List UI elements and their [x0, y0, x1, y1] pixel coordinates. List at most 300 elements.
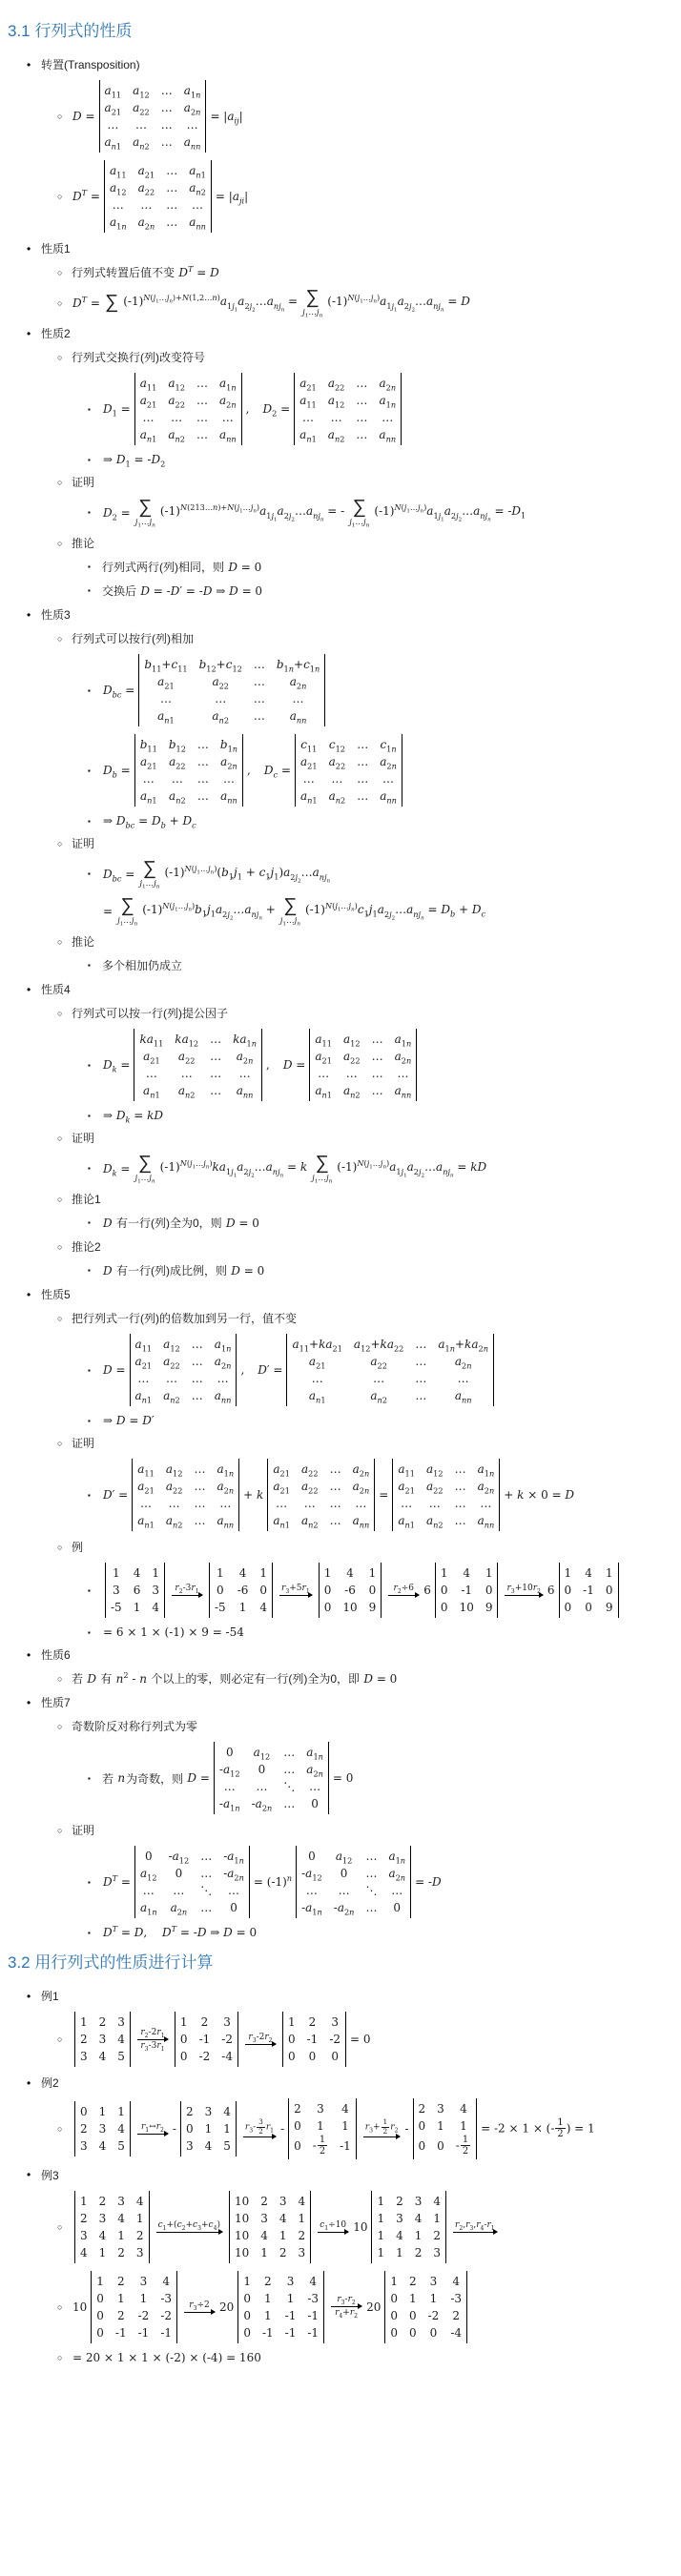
bullet-icon: ▪: [88, 1490, 91, 1500]
matrix-cell: 4: [98, 2050, 107, 2063]
matrix-cell: $-a_{2n}$: [223, 1867, 244, 1883]
matrix-cell: 1: [286, 2291, 295, 2305]
matrix-cell: …: [371, 1067, 383, 1080]
bullet-icon: ○: [57, 1241, 63, 1252]
math-inline: $D_k$ =: [103, 1058, 131, 1074]
matrix-cell: …: [145, 1067, 157, 1080]
determinant: [74, 2191, 150, 2263]
list-item-content: [72, 1310, 671, 1326]
matrix-cell: 0: [258, 1763, 266, 1776]
matrix-cell: 1: [298, 2211, 306, 2225]
matrix-cell: $a_{2n}$: [218, 394, 237, 410]
matrix-cell: 4: [223, 2104, 231, 2118]
matrix-cell: 3: [298, 2245, 306, 2259]
matrix-cell: $a_{1n}$: [379, 394, 397, 410]
bullet-icon: ▪: [88, 961, 91, 970]
matrix-cell: 1: [139, 2291, 148, 2305]
determinant-grid: [294, 373, 402, 445]
matrix-cell: $a_{nn}$: [454, 1389, 472, 1405]
matrix-cell: …: [371, 1050, 383, 1063]
determinant: [288, 2098, 357, 2159]
list-item-content: [72, 2012, 671, 2067]
math-inline: = 0: [350, 2033, 371, 2046]
matrix-cell: $-a_{12}$: [168, 1850, 190, 1866]
list-item: [8, 1563, 671, 1618]
matrix-cell: $a_{2n}$: [380, 755, 397, 771]
matrix-cell: $a_{12}$: [343, 1032, 361, 1049]
matrix-cell: 1: [564, 1566, 572, 1580]
list-item-content: [72, 1191, 671, 1207]
bullet-icon: ○: [57, 192, 63, 201]
matrix-cell: -1: [137, 2325, 150, 2340]
math-inline: = -D: [415, 1875, 442, 1889]
sigma-glyph: ∑: [305, 287, 320, 308]
matrix-cell: …: [330, 411, 342, 424]
arrow-line: [318, 2232, 348, 2233]
matrix-cell: $a_{nn}$: [477, 1514, 495, 1530]
list-item: [8, 1334, 671, 1406]
matrix-cell: 1: [279, 2228, 287, 2242]
list-item: [8, 814, 671, 828]
matrix-cell: …: [165, 1372, 177, 1385]
matrix-cell: $a_{n1}$: [139, 428, 157, 444]
list-item: [8, 606, 671, 623]
bullet-icon: ▪: [88, 508, 91, 517]
text-run: 例2: [41, 2076, 59, 2090]
bullet-icon: ▪: [88, 869, 91, 878]
list-item-content: [41, 1646, 671, 1663]
math-inline: =: [379, 1488, 389, 1502]
matrix-cell: 0: [294, 2119, 301, 2133]
matrix-cell: 4: [341, 2102, 349, 2116]
determinant: [209, 1563, 273, 1618]
matrix-cell: 0: [323, 1601, 332, 1614]
matrix-cell: $a_{n1}$: [308, 1389, 326, 1405]
matrix-cell: -1: [340, 2138, 351, 2153]
summation-symbol: [134, 1154, 155, 1183]
text-run: 证明: [72, 476, 95, 489]
matrix-cell: 3: [98, 2033, 107, 2046]
math-inline: ⇒ D = D′: [103, 1414, 155, 1427]
list-item-content: [41, 56, 671, 72]
list-item-content: [72, 474, 671, 490]
matrix-cell: 2: [98, 2015, 107, 2029]
math-inline: D = 0: [228, 560, 262, 574]
bullet-icon: ○: [57, 838, 63, 848]
determinant-grid: [384, 2271, 467, 2343]
math-inline: $(-1)^{N(j_1\dots j_n)}ka_{1j_1}a_{2j_2}\dots a_{nj_n} = k$: [159, 1158, 308, 1179]
matrix-cell: 0: [605, 1584, 613, 1597]
matrix-cell: 0: [144, 1850, 153, 1863]
math-inline: D = 0: [363, 1671, 398, 1686]
matrix-cell: …: [253, 709, 265, 723]
determinant: [132, 1459, 239, 1531]
matrix-cell: 9: [368, 1601, 377, 1614]
fraction: [461, 2135, 470, 2157]
matrix-cell: 0: [311, 1797, 319, 1810]
text-run: 有: [96, 1672, 115, 1686]
determinant: [435, 1563, 499, 1618]
matrix-cell: 1: [96, 2274, 104, 2288]
matrix-cell: -4: [450, 2325, 463, 2340]
row-op-arrow: [318, 2220, 348, 2234]
list-item: [8, 2191, 671, 2263]
matrix-cell: $c_{1n}$: [380, 738, 397, 754]
list-item: [8, 349, 671, 365]
matrix-cell: …: [166, 215, 178, 229]
matrix-cell: 1: [243, 2274, 251, 2288]
matrix-cell: -1: [583, 1584, 594, 1597]
matrix-cell: …: [371, 1032, 383, 1046]
matrix-cell: 2: [260, 2194, 268, 2208]
determinant-grid: [134, 373, 242, 445]
matrix-cell: $a_{2n}$: [388, 1867, 406, 1883]
summation-symbol: [302, 288, 322, 317]
list-item-content: [41, 1988, 671, 2004]
matrix-cell: …: [428, 1497, 441, 1510]
sigma-glyph: ∑: [137, 1153, 153, 1174]
matrix-cell: …: [160, 135, 173, 149]
determinant: [559, 1563, 619, 1618]
list-item: [8, 933, 671, 950]
list-item: [8, 56, 671, 72]
matrix-cell: $ka_{11}$: [139, 1032, 164, 1049]
matrix-cell: …: [256, 1780, 268, 1793]
matrix-cell: 1: [341, 2119, 349, 2133]
determinant: [74, 2012, 131, 2067]
matrix-cell: 4: [117, 2121, 125, 2136]
text-run: 推论: [72, 935, 95, 949]
text-run: 性质1: [41, 242, 71, 256]
list-item: [8, 1191, 671, 1207]
matrix-cell: $b_{1n}$: [219, 738, 238, 754]
matrix-cell: …: [305, 1884, 318, 1897]
matrix-cell: $b_{11}$: [139, 738, 157, 754]
matrix-cell: 2: [80, 2033, 88, 2046]
matrix-cell: …: [228, 1884, 240, 1897]
section-items: [8, 56, 671, 1939]
list-item: [8, 734, 671, 807]
matrix-cell: $a_{21}$: [299, 755, 318, 771]
determinant-grid: [105, 1563, 165, 1618]
text-run: 若: [72, 1672, 87, 1686]
math-inline: = $(-1)^n$: [253, 1873, 293, 1889]
row-op-arrow: [453, 2220, 497, 2234]
matrix-cell: $a_{2n}$: [394, 1050, 412, 1066]
matrix-cell: $a_{2n}$: [477, 1480, 495, 1496]
sum-limits: $j_1\dots j_n$: [134, 1174, 155, 1185]
summation-symbol: [117, 896, 137, 926]
text-run: 例1: [41, 1990, 59, 2003]
matrix-cell: $a_{12}$: [139, 1867, 157, 1883]
bullet-icon: •: [27, 2075, 31, 2090]
matrix-cell: $a_{nn}$: [380, 789, 397, 806]
text-run: 有一行(列)成比例，则: [113, 1264, 231, 1278]
math-inline: ,: [240, 1363, 257, 1377]
determinant-grid: [134, 1846, 250, 1918]
bullet-icon: ○: [57, 1008, 63, 1018]
determinant-grid: [130, 1334, 237, 1406]
matrix-cell: 3: [396, 2211, 403, 2225]
matrix-cell: …: [196, 411, 208, 424]
matrix-cell: …: [397, 1067, 409, 1080]
matrix-cell: 1: [317, 2119, 324, 2133]
matrix-cell: …: [309, 1780, 321, 1793]
matrix-cell: …: [160, 101, 173, 114]
matrix-cell: $a_{11}+ka_{21}$: [292, 1338, 342, 1354]
section-items: [8, 1988, 671, 2364]
fraction-denominator: 2: [557, 2129, 564, 2140]
matrix-cell: $a_{22}$: [328, 755, 346, 771]
text-run: 例: [72, 1541, 84, 1554]
list-item-content: [102, 1742, 671, 1814]
matrix-cell: $a_{22}$: [163, 1355, 180, 1371]
matrix-cell: $a_{12}$: [425, 1462, 444, 1479]
matrix-cell: $a_{2n}$: [352, 1462, 370, 1479]
determinant-grid: [309, 1029, 417, 1101]
text-run: 奇数阶反对称行列式为零: [72, 1720, 198, 1733]
list-item: [8, 474, 671, 490]
matrix-cell: 0: [340, 1867, 348, 1880]
matrix-cell: $a_{n2}$: [163, 1389, 180, 1405]
determinant-grid: [559, 1563, 619, 1618]
matrix-cell: 0: [80, 2104, 88, 2118]
matrix-cell: 0: [564, 1584, 572, 1597]
fraction: [555, 2117, 565, 2140]
section-heading: 3.1 行列式的性质: [8, 22, 133, 40]
matrix-cell: $-a_{12}$: [218, 1763, 240, 1779]
matrix-cell: $a_{nn}$: [214, 1389, 232, 1405]
arrow-line: [137, 2134, 168, 2135]
fraction: [382, 2118, 390, 2136]
matrix-cell: $a_{n2}$: [212, 709, 230, 726]
list-item: [8, 1414, 671, 1427]
matrix-cell: 0: [243, 2325, 251, 2340]
matrix-cell: …: [140, 1497, 153, 1510]
matrix-cell: …: [196, 738, 209, 751]
matrix-cell: …: [415, 1389, 427, 1402]
math-inline: 20: [219, 2300, 235, 2314]
matrix-cell: $b_{11}+c_{11}$: [144, 658, 188, 674]
row-op-label-top: $r_3+10r$: [506, 1584, 537, 1595]
matrix-cell: 0: [230, 1901, 237, 1914]
list-item-content: [72, 160, 671, 233]
list-item-content: [72, 80, 671, 153]
row-op-label-top: $r_2-2r_1$: [140, 2027, 165, 2039]
math-inline: =: [103, 904, 114, 918]
bullet-icon: ▪: [88, 1585, 91, 1595]
determinant: [384, 2271, 467, 2343]
matrix-cell: 0: [408, 2325, 417, 2340]
matrix-cell: 2: [414, 2245, 423, 2259]
matrix-cell: $a_{nn}$: [218, 428, 237, 444]
matrix-cell: 2: [433, 2228, 442, 2242]
arrow-line: [245, 2044, 276, 2045]
determinant-grid: [134, 734, 243, 807]
list-item-content: [41, 2075, 671, 2091]
text-run: 交换后: [102, 584, 140, 598]
matrix-cell: -2: [198, 2050, 211, 2063]
matrix-cell: 4: [117, 2033, 125, 2046]
list-item-content: [72, 1822, 671, 1838]
determinant: [99, 80, 207, 153]
matrix-cell: $a_{22}$: [343, 1050, 361, 1066]
matrix-cell: 3: [437, 2102, 444, 2116]
matrix-cell: …: [107, 118, 119, 132]
text-run: 性质4: [41, 983, 71, 996]
matrix-cell: …: [303, 1497, 316, 1510]
matrix-cell: 0: [96, 2291, 104, 2305]
matrix-cell: …: [480, 1497, 492, 1510]
sum-limits: $j_1\dots j_n$: [349, 518, 370, 529]
list-item-content: [102, 1154, 671, 1183]
matrix-cell: …: [171, 772, 183, 786]
determinant: [134, 1846, 250, 1918]
matrix-cell: $a_{n2}$: [189, 181, 206, 197]
matrix-cell: …: [215, 692, 227, 705]
determinant-grid: [237, 2271, 324, 2343]
list-item-content: [72, 349, 671, 365]
bullet-icon: •: [27, 241, 31, 256]
matrix-cell: 3: [113, 1584, 120, 1597]
matrix-cell: 1: [377, 2245, 385, 2259]
matrix-cell: …: [200, 1850, 213, 1863]
matrix-cell: …: [345, 1067, 358, 1080]
matrix-cell: …: [191, 1372, 203, 1385]
matrix-cell: …: [196, 394, 208, 407]
matrix-cell: …: [311, 1372, 323, 1385]
bullet-icon: ▪: [88, 1164, 91, 1173]
matrix-cell: 1: [260, 2245, 268, 2259]
section-3-2: [8, 1949, 671, 2364]
matrix-cell: -1: [160, 2325, 173, 2340]
math-inline: D = 0: [231, 1263, 265, 1278]
math-inline: D: [87, 1671, 96, 1686]
matrix-cell: 2: [98, 2194, 107, 2208]
matrix-cell: 10: [459, 1601, 474, 1614]
determinant-grid: [371, 2191, 446, 2263]
matrix-cell: …: [457, 1372, 469, 1385]
list-item-content: [102, 1029, 671, 1101]
text-run: 证明: [72, 1824, 95, 1837]
matrix-cell: $a_{21}$: [134, 1355, 153, 1371]
matrix-cell: …: [454, 1480, 466, 1493]
matrix-cell: $a_{21}$: [157, 675, 175, 691]
math-inline: ⇒ $D_k$ = kD: [103, 1109, 164, 1125]
matrix-cell: 1: [408, 2291, 417, 2305]
matrix-cell: 1: [217, 1566, 224, 1580]
matrix-cell: …: [356, 411, 368, 424]
matrix-cell: …: [329, 1480, 341, 1493]
matrix-cell: $a_{22}$: [300, 1480, 319, 1496]
matrix-cell: …: [329, 1514, 341, 1527]
bullet-icon: ○: [57, 936, 63, 947]
text-run: 性质6: [41, 1648, 71, 1662]
matrix-cell: $a_{21}$: [308, 1355, 326, 1371]
matrix-cell: $a_{1n}$: [217, 1462, 235, 1479]
matrix-cell: …: [166, 181, 178, 194]
matrix-cell: -1: [114, 2325, 127, 2340]
matrix-cell: 0: [418, 2138, 426, 2153]
text-run: 为奇数，则: [126, 1771, 187, 1786]
bullet-icon: ○: [57, 1194, 63, 1204]
row-op-label-top: $r_2\div 6$: [393, 1584, 415, 1595]
text-run: 若: [102, 1771, 117, 1786]
matrix-cell: $a_{nn}$: [352, 1514, 370, 1530]
matrix-cell: $a_{nn}$: [394, 1084, 412, 1100]
list-item: [8, 2167, 671, 2183]
list-item-content: [41, 981, 671, 997]
matrix-cell: $a_{12}$: [133, 84, 150, 100]
matrix-cell: …: [223, 1780, 236, 1793]
matrix-cell: 3: [414, 2194, 423, 2208]
determinant-grid: [267, 1459, 375, 1531]
list-item-content: [102, 1262, 671, 1278]
row-op-label-top: $r_3-2r_2$: [248, 2033, 273, 2044]
matrix-cell: 3: [317, 2102, 324, 2116]
matrix-cell: 1: [460, 2119, 467, 2133]
row-op-label-top: $r_3\div 2$: [189, 2300, 210, 2312]
list-item: [8, 835, 671, 851]
matrix-cell: …: [391, 1884, 403, 1897]
matrix-cell: 3: [117, 2194, 125, 2208]
determinant-grid: [138, 654, 325, 726]
matrix-cell: …: [194, 1514, 206, 1527]
matrix-cell: $a_{n2}$: [342, 1084, 361, 1100]
arrow-line: [505, 1595, 542, 1596]
matrix-cell: 1: [263, 2291, 272, 2305]
matrix-cell: …: [222, 772, 235, 786]
list-item-content: [102, 1926, 671, 1939]
matrix-cell: …: [196, 428, 208, 441]
matrix-cell: …: [217, 1372, 229, 1385]
bullet-icon: ▪: [88, 1773, 91, 1783]
summation-symbol: [349, 498, 369, 527]
row-op-label-top: $r_3-r_2$: [337, 2295, 356, 2307]
bullet-icon: ○: [57, 352, 63, 362]
determinant-grid: [296, 1846, 411, 1918]
determinant: [237, 2271, 324, 2343]
matrix-cell: 0: [440, 1584, 448, 1597]
matrix-cell: $a_{n2}$: [328, 789, 346, 806]
row-op-arrow: [331, 2295, 361, 2319]
sigma-glyph: ∑: [142, 858, 157, 879]
matrix-cell: 4: [433, 2194, 442, 2208]
list-item: [8, 264, 671, 280]
matrix-cell: 4: [98, 2138, 107, 2153]
determinant-grid: [288, 2098, 357, 2159]
list-item: [8, 957, 671, 973]
math-inline: D′ =: [258, 1363, 283, 1377]
matrix-cell: 4: [309, 2274, 318, 2288]
matrix-cell: 4: [204, 2138, 213, 2153]
determinant: [309, 1029, 417, 1101]
list-item-content: [41, 240, 671, 256]
matrix-cell: -5: [111, 1601, 122, 1614]
matrix-cell: $a_{1n}$: [218, 377, 237, 393]
bullet-icon: ▪: [88, 685, 91, 695]
list-item-content: [102, 734, 671, 807]
matrix-cell: 2: [308, 2015, 317, 2029]
list-item-content: [41, 1286, 671, 1302]
list-item-content: [72, 535, 671, 551]
matrix-cell: 4: [585, 1566, 592, 1580]
bullet-icon: ▪: [88, 1416, 91, 1425]
matrix-cell: $a_{n2}$: [169, 789, 186, 806]
text-run: 行列式转置后值不变: [72, 266, 178, 279]
matrix-cell: $a_{21}$: [398, 1480, 415, 1496]
matrix-cell: …: [318, 1067, 330, 1080]
